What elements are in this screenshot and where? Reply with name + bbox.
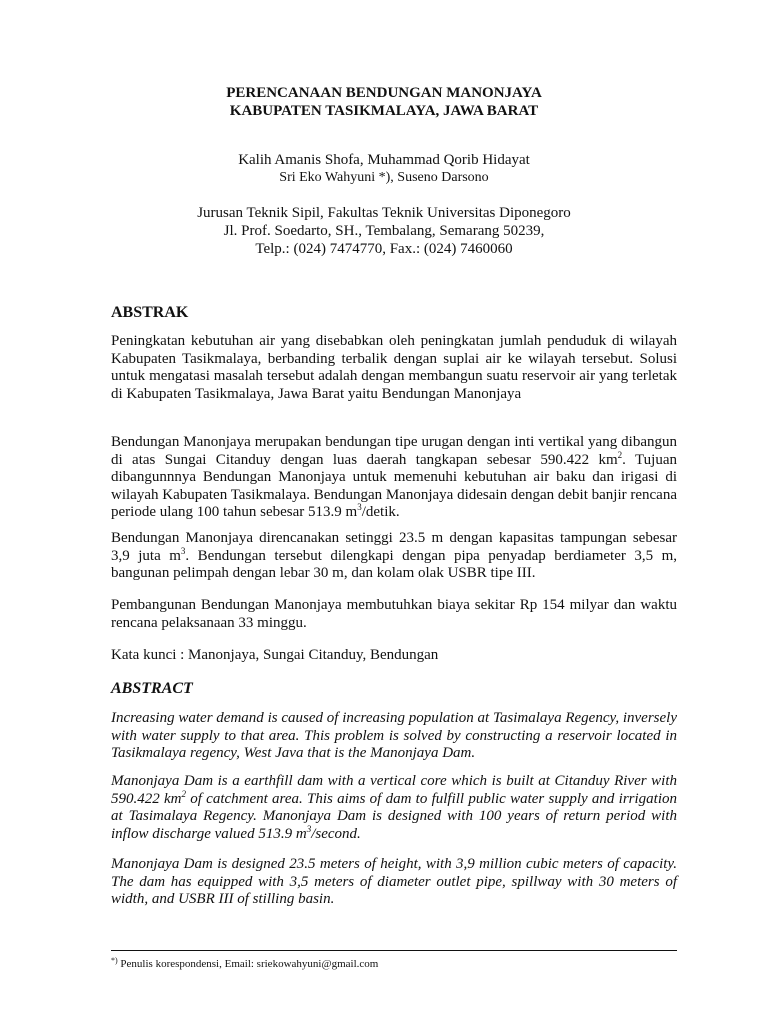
author-list <box>0 151 768 187</box>
affiliation-line-2: Jl. Prof. Soedarto, SH., Tembalang, Semarang 50239, <box>223 223 545 239</box>
keywords: Kata kunci : Manonjaya, Sungai Citanduy, Bendungan <box>111 647 439 663</box>
title-line-2: KABUPATEN TASIKMALAYA, JAWA BARAT <box>229 103 539 119</box>
abstrak-paragraph-3 <box>111 530 677 583</box>
abstract-p2-text-c: /second. <box>311 825 361 842</box>
authors-line-2: Sri Eko Wahyuni *), Suseno Darsono <box>279 170 489 185</box>
footnote-divider <box>111 950 677 951</box>
affiliation-line-3: Telp.: (024) 7474770, Fax.: (024) 7460060 <box>255 241 513 257</box>
abstrak-p2-text-c: /detik. <box>361 504 400 521</box>
footnote <box>111 958 378 970</box>
footnote-text: Penulis korespondensi, Email: sriekowahyuni@gmail.com <box>117 958 379 970</box>
affiliation <box>0 204 768 258</box>
abstrak-heading: ABSTRAK <box>111 304 189 321</box>
abstract-p2-text-b: of catchment area. This aims of dam to fulfill public water supply and irrigation at Tasimalaya Regency. Manonjaya Dam is designed with 100 years of return period with inflow discharge valued 513.9 m <box>111 790 677 842</box>
abstract-p2-superscript-2: 3 <box>306 823 312 834</box>
abstrak-paragraph-4: Pembangunan Bendungan Manonjaya membutuhkan biaya sekitar Rp 154 milyar dan waktu rencana pelaksanaan 33 minggu. <box>111 597 677 631</box>
abstract-p2-text-a: Manonjaya Dam is a earthfill dam with a vertical core which is built at Citanduy River with 590.422 km <box>111 773 677 807</box>
abstract-paragraph-2 <box>111 773 677 843</box>
authors-line-1: Kalih Amanis Shofa, Muhammad Qorib Hidayat <box>238 152 530 168</box>
abstrak-p3-superscript: 3 <box>180 545 186 556</box>
abstract-paragraph-1: Increasing water demand is caused of increasing population at Tasimalaya Regency, inversely with water supply to that area. This problem is solved by constructing a reservoir located in Tasikmalaya regency, West Java that is the Manonjaya Dam. <box>111 710 677 762</box>
abstrak-p3-text-a: Bendungan Manonjaya direncanakan setinggi 23.5 m dengan kapasitas tampungan sebesar 3,9 juta m <box>111 530 677 564</box>
abstrak-p2-superscript-2: 3 <box>357 502 362 513</box>
abstrak-paragraph-1: Peningkatan kebutuhan air yang disebabkan oleh peningkatan jumlah penduduk di wilayah Kabupaten Tasikmalaya, berbanding terbalik dengan suplai air ke wilayah tersebut. Solusi untuk mengatasi masalah tersebut adalah dengan membangun suatu reservoir air yang terletak di Kabupaten Tasikmalaya, Jawa Barat yaitu Bendungan Manonjaya <box>111 333 677 402</box>
abstrak-p2-superscript-1: 2 <box>617 449 623 460</box>
abstrak-p3-text-b: . Bendungan tersebut dilengkapi dengan pipa penyadap berdiameter 3,5 m, bangunan pelimpah dengan lebar 30 m, dan kolam olak USBR tipe III. <box>111 547 677 582</box>
abstract-heading: ABSTRACT <box>111 680 193 697</box>
footnote-marker: *) <box>111 956 118 965</box>
abstrak-p2-text-b: . Tujuan dibangunnnya Bendungan Manonjaya untuk memenuhi kebutuhan air baku dan irigasi di wilayah Kabupaten Tasikmalaya. Bendungan Manonjaya didesain dengan debit banjir rencana periode ulang 100 tahun sebesar 513.9 m <box>111 451 677 521</box>
title-line-1: PERENCANAAN BENDUNGAN MANONJAYA <box>226 85 542 101</box>
affiliation-line-1: Jurusan Teknik Sipil, Fakultas Teknik Universitas Diponegoro <box>197 205 571 221</box>
abstract-p2-superscript-1: 2 <box>181 788 186 799</box>
abstrak-p2-text-a: Bendungan Manonjaya merupakan bendungan tipe urugan dengan inti vertikal yang dibangun di atas Sungai Citanduy dengan luas daerah tangkapan sebesar 590.422 km <box>111 434 677 468</box>
paper-title <box>0 84 768 120</box>
abstract-paragraph-3: Manonjaya Dam is designed 23.5 meters of height, with 3,9 million cubic meters of capacity. The dam has equipped with 3,5 meters of diameter outlet pipe, spillway with 30 meters of width, and USBR III of stilling basin. <box>111 856 677 908</box>
abstrak-paragraph-2 <box>111 434 677 522</box>
